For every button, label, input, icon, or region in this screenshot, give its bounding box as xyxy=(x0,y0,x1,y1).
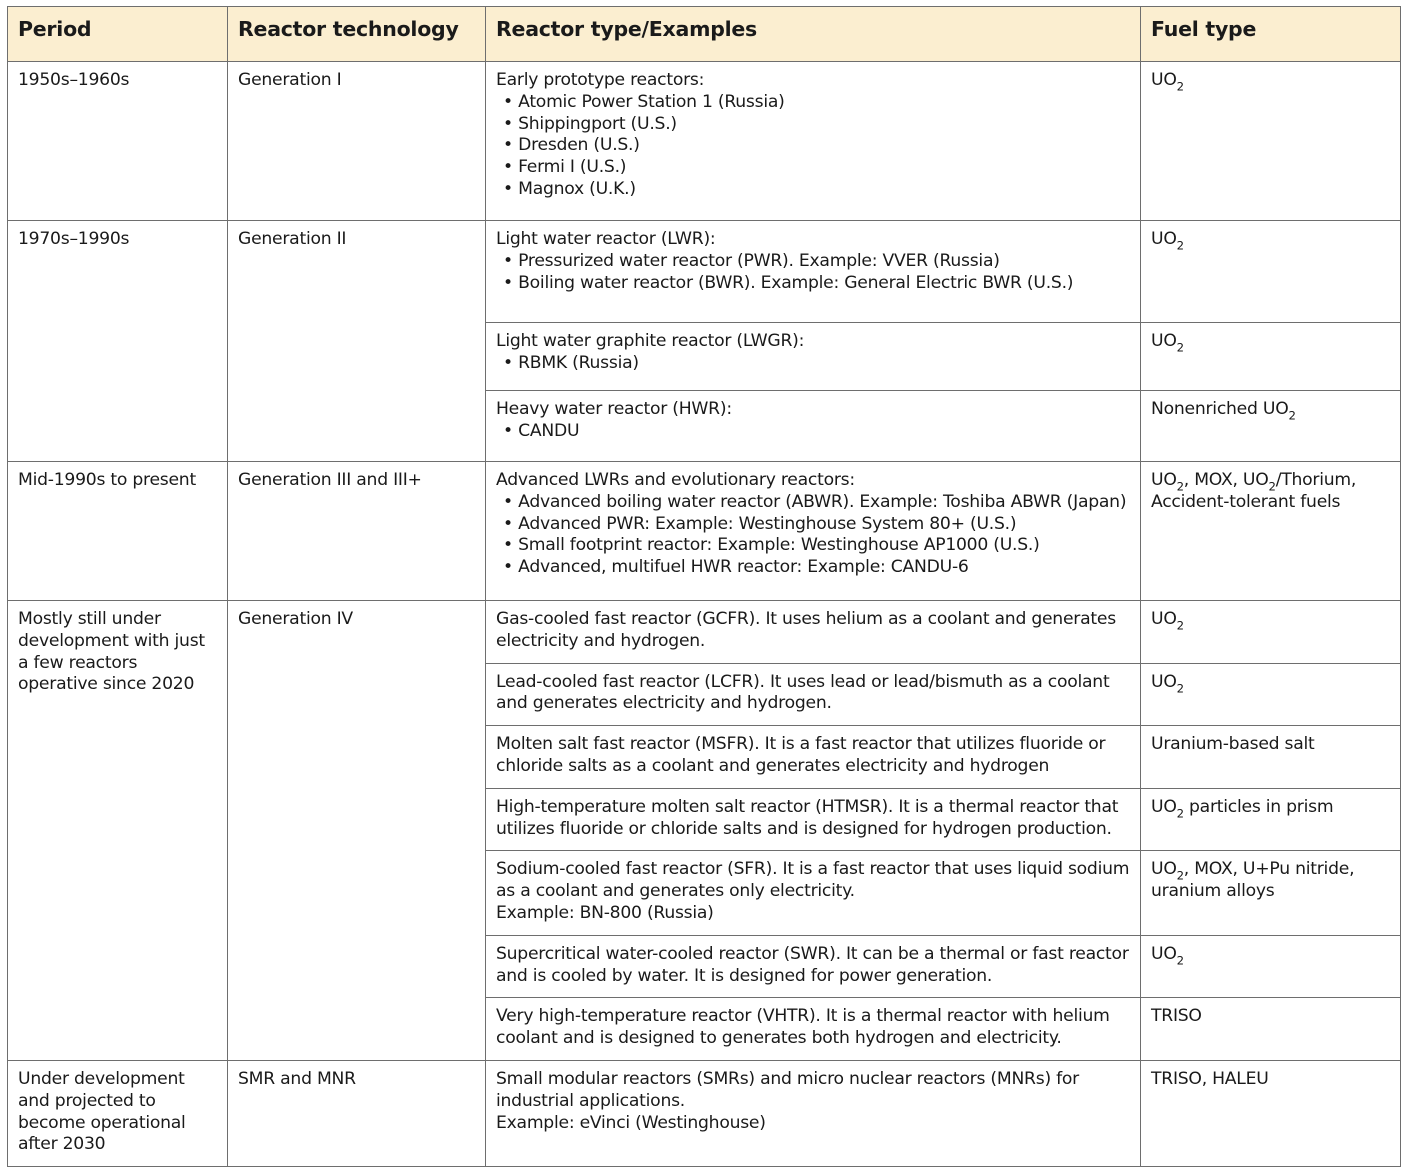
fuel-text: UO xyxy=(1151,943,1177,964)
reactor-generations-table xyxy=(7,6,1401,1167)
type-cell xyxy=(486,1060,1141,1166)
fuel-cell xyxy=(1141,323,1401,391)
header-row xyxy=(8,7,1401,62)
fuel-cell xyxy=(1141,935,1401,998)
fuel-text: particles in prism xyxy=(1183,796,1334,817)
period-cell: Under development and projected to become operational after 2030 xyxy=(8,1060,228,1166)
type-example: Example: eVinci (Westinghouse) xyxy=(496,1112,766,1133)
list-item: • Pressurized water reactor (PWR). Example: VVER (Russia) xyxy=(503,251,1130,273)
fuel-text: Nonenriched UO xyxy=(1151,399,1289,419)
list-item: • Dresden (U.S.) xyxy=(503,135,1130,157)
fuel-text: UO xyxy=(1151,859,1177,880)
technology-cell: Generation IV xyxy=(228,601,486,1061)
fuel-cell xyxy=(1141,601,1401,664)
list-item: • Small footprint reactor: Example: Westinghouse AP1000 (U.S.) xyxy=(503,535,1130,557)
type-cell xyxy=(486,323,1141,391)
example-list xyxy=(496,492,1130,579)
list-item: • Advanced, multifuel HWR reactor: Example: CANDU-6 xyxy=(503,557,1130,579)
period-cell: 1970s–1990s xyxy=(8,221,228,462)
fuel-subscript: 2 xyxy=(1176,340,1184,355)
type-cell: Supercritical water-cooled reactor (SWR). It can be a thermal or fast reactor and is cooled by water. It is designed for power generation. xyxy=(486,935,1141,998)
fuel-text: UO xyxy=(1151,229,1177,249)
fuel-text: UO xyxy=(1151,470,1177,490)
type-cell: Very high-temperature reactor (VHTR). It is a thermal reactor with helium coolant and is designed to generates both hydrogen and electricity. xyxy=(486,998,1141,1061)
type-intro: Advanced LWRs and evolutionary reactors: xyxy=(496,470,855,490)
type-cell xyxy=(486,462,1141,601)
header-period: Period xyxy=(8,7,228,62)
list-item: • Fermi I (U.S.) xyxy=(503,157,1130,179)
technology-cell: Generation III and III+ xyxy=(228,462,486,601)
table-row xyxy=(8,601,1401,664)
example-list xyxy=(496,353,1130,375)
fuel-subscript: 2 xyxy=(1288,408,1296,423)
type-cell xyxy=(486,391,1141,462)
fuel-text: UO xyxy=(1151,609,1177,629)
example-list xyxy=(496,251,1130,295)
type-description: Small modular reactors (SMRs) and micro nuclear reactors (MNRs) for industrial applications. xyxy=(496,1068,1079,1111)
list-item: • Atomic Power Station 1 (Russia) xyxy=(503,92,1130,114)
fuel-text: UO xyxy=(1151,70,1177,90)
fuel-text: UO xyxy=(1151,331,1177,351)
type-cell: Gas-cooled fast reactor (GCFR). It uses helium as a coolant and generates electricity and hydrogen. xyxy=(486,601,1141,664)
type-intro: Heavy water reactor (HWR): xyxy=(496,399,732,419)
type-cell: Lead-cooled fast reactor (LCFR). It uses lead or lead/bismuth as a coolant and generates electricity and hydrogen. xyxy=(486,663,1141,726)
fuel-cell: TRISO xyxy=(1141,998,1401,1061)
fuel-text: , MOX, U+Pu nitride, uranium alloys xyxy=(1151,859,1355,902)
type-cell xyxy=(486,62,1141,221)
fuel-cell xyxy=(1141,462,1401,601)
fuel-cell xyxy=(1141,851,1401,935)
fuel-cell: Uranium-based salt xyxy=(1141,726,1401,789)
list-item: • Advanced PWR: Example: Westinghouse System 80+ (U.S.) xyxy=(503,514,1130,536)
fuel-subscript: 2 xyxy=(1176,618,1184,633)
list-item: • Shippingport (U.S.) xyxy=(503,114,1130,136)
fuel-text: , MOX, UO xyxy=(1183,470,1269,490)
type-cell xyxy=(486,851,1141,935)
fuel-subscript: 2 xyxy=(1176,479,1184,494)
fuel-subscript: 2 xyxy=(1176,79,1184,94)
type-cell: High-temperature molten salt reactor (HTMSR). It is a thermal reactor that utilizes fluoride or chloride salts and is designed for hydrogen production. xyxy=(486,788,1141,851)
table-row xyxy=(8,1060,1401,1166)
table-row xyxy=(8,221,1401,323)
header-fuel: Fuel type xyxy=(1141,7,1401,62)
list-item: • Magnox (U.K.) xyxy=(503,179,1130,201)
fuel-text: UO xyxy=(1151,796,1177,817)
list-item: • CANDU xyxy=(503,421,1130,443)
type-example: Example: BN-800 (Russia) xyxy=(496,902,714,923)
example-list xyxy=(496,421,1130,443)
fuel-cell xyxy=(1141,391,1401,462)
period-cell: Mid-1990s to present xyxy=(8,462,228,601)
fuel-cell xyxy=(1141,663,1401,726)
technology-cell: Generation I xyxy=(228,62,486,221)
fuel-subscript: 2 xyxy=(1176,806,1184,821)
list-item: • Boiling water reactor (BWR). Example: General Electric BWR (U.S.) xyxy=(503,273,1130,295)
fuel-subscript: 2 xyxy=(1176,238,1184,253)
period-cell: 1950s–1960s xyxy=(8,62,228,221)
list-item: • RBMK (Russia) xyxy=(503,353,1130,375)
period-cell: Mostly still under development with just a few reactors operative since 2020 xyxy=(8,601,228,1061)
fuel-subscript: 2 xyxy=(1268,479,1276,494)
type-intro: Light water graphite reactor (LWGR): xyxy=(496,331,805,351)
fuel-subscript: 2 xyxy=(1176,953,1184,968)
list-item: • Advanced boiling water reactor (ABWR). Example: Toshiba ABWR (Japan) xyxy=(503,492,1130,514)
header-technology: Reactor technology xyxy=(228,7,486,62)
fuel-cell: TRISO, HALEU xyxy=(1141,1060,1401,1166)
table-row xyxy=(8,462,1401,601)
type-intro: Early prototype reactors: xyxy=(496,70,705,90)
technology-cell: SMR and MNR xyxy=(228,1060,486,1166)
fuel-cell xyxy=(1141,221,1401,323)
fuel-subscript: 2 xyxy=(1176,868,1184,883)
type-description: Sodium-cooled fast reactor (SFR). It is a fast reactor that uses liquid sodium as a coolant and generates only electricity. xyxy=(496,859,1130,902)
fuel-cell xyxy=(1141,62,1401,221)
table-row xyxy=(8,62,1401,221)
type-cell xyxy=(486,221,1141,323)
type-cell: Molten salt fast reactor (MSFR). It is a fast reactor that utilizes fluoride or chloride salts as a coolant and generates electricity and hydrogen xyxy=(486,726,1141,789)
technology-cell: Generation II xyxy=(228,221,486,462)
fuel-subscript: 2 xyxy=(1176,680,1184,695)
fuel-text: /Thorium, Accident-tolerant fuels xyxy=(1151,470,1357,512)
example-list xyxy=(496,92,1130,201)
fuel-cell xyxy=(1141,788,1401,851)
type-intro: Light water reactor (LWR): xyxy=(496,229,716,249)
header-type: Reactor type/Examples xyxy=(486,7,1141,62)
fuel-text: UO xyxy=(1151,671,1177,692)
